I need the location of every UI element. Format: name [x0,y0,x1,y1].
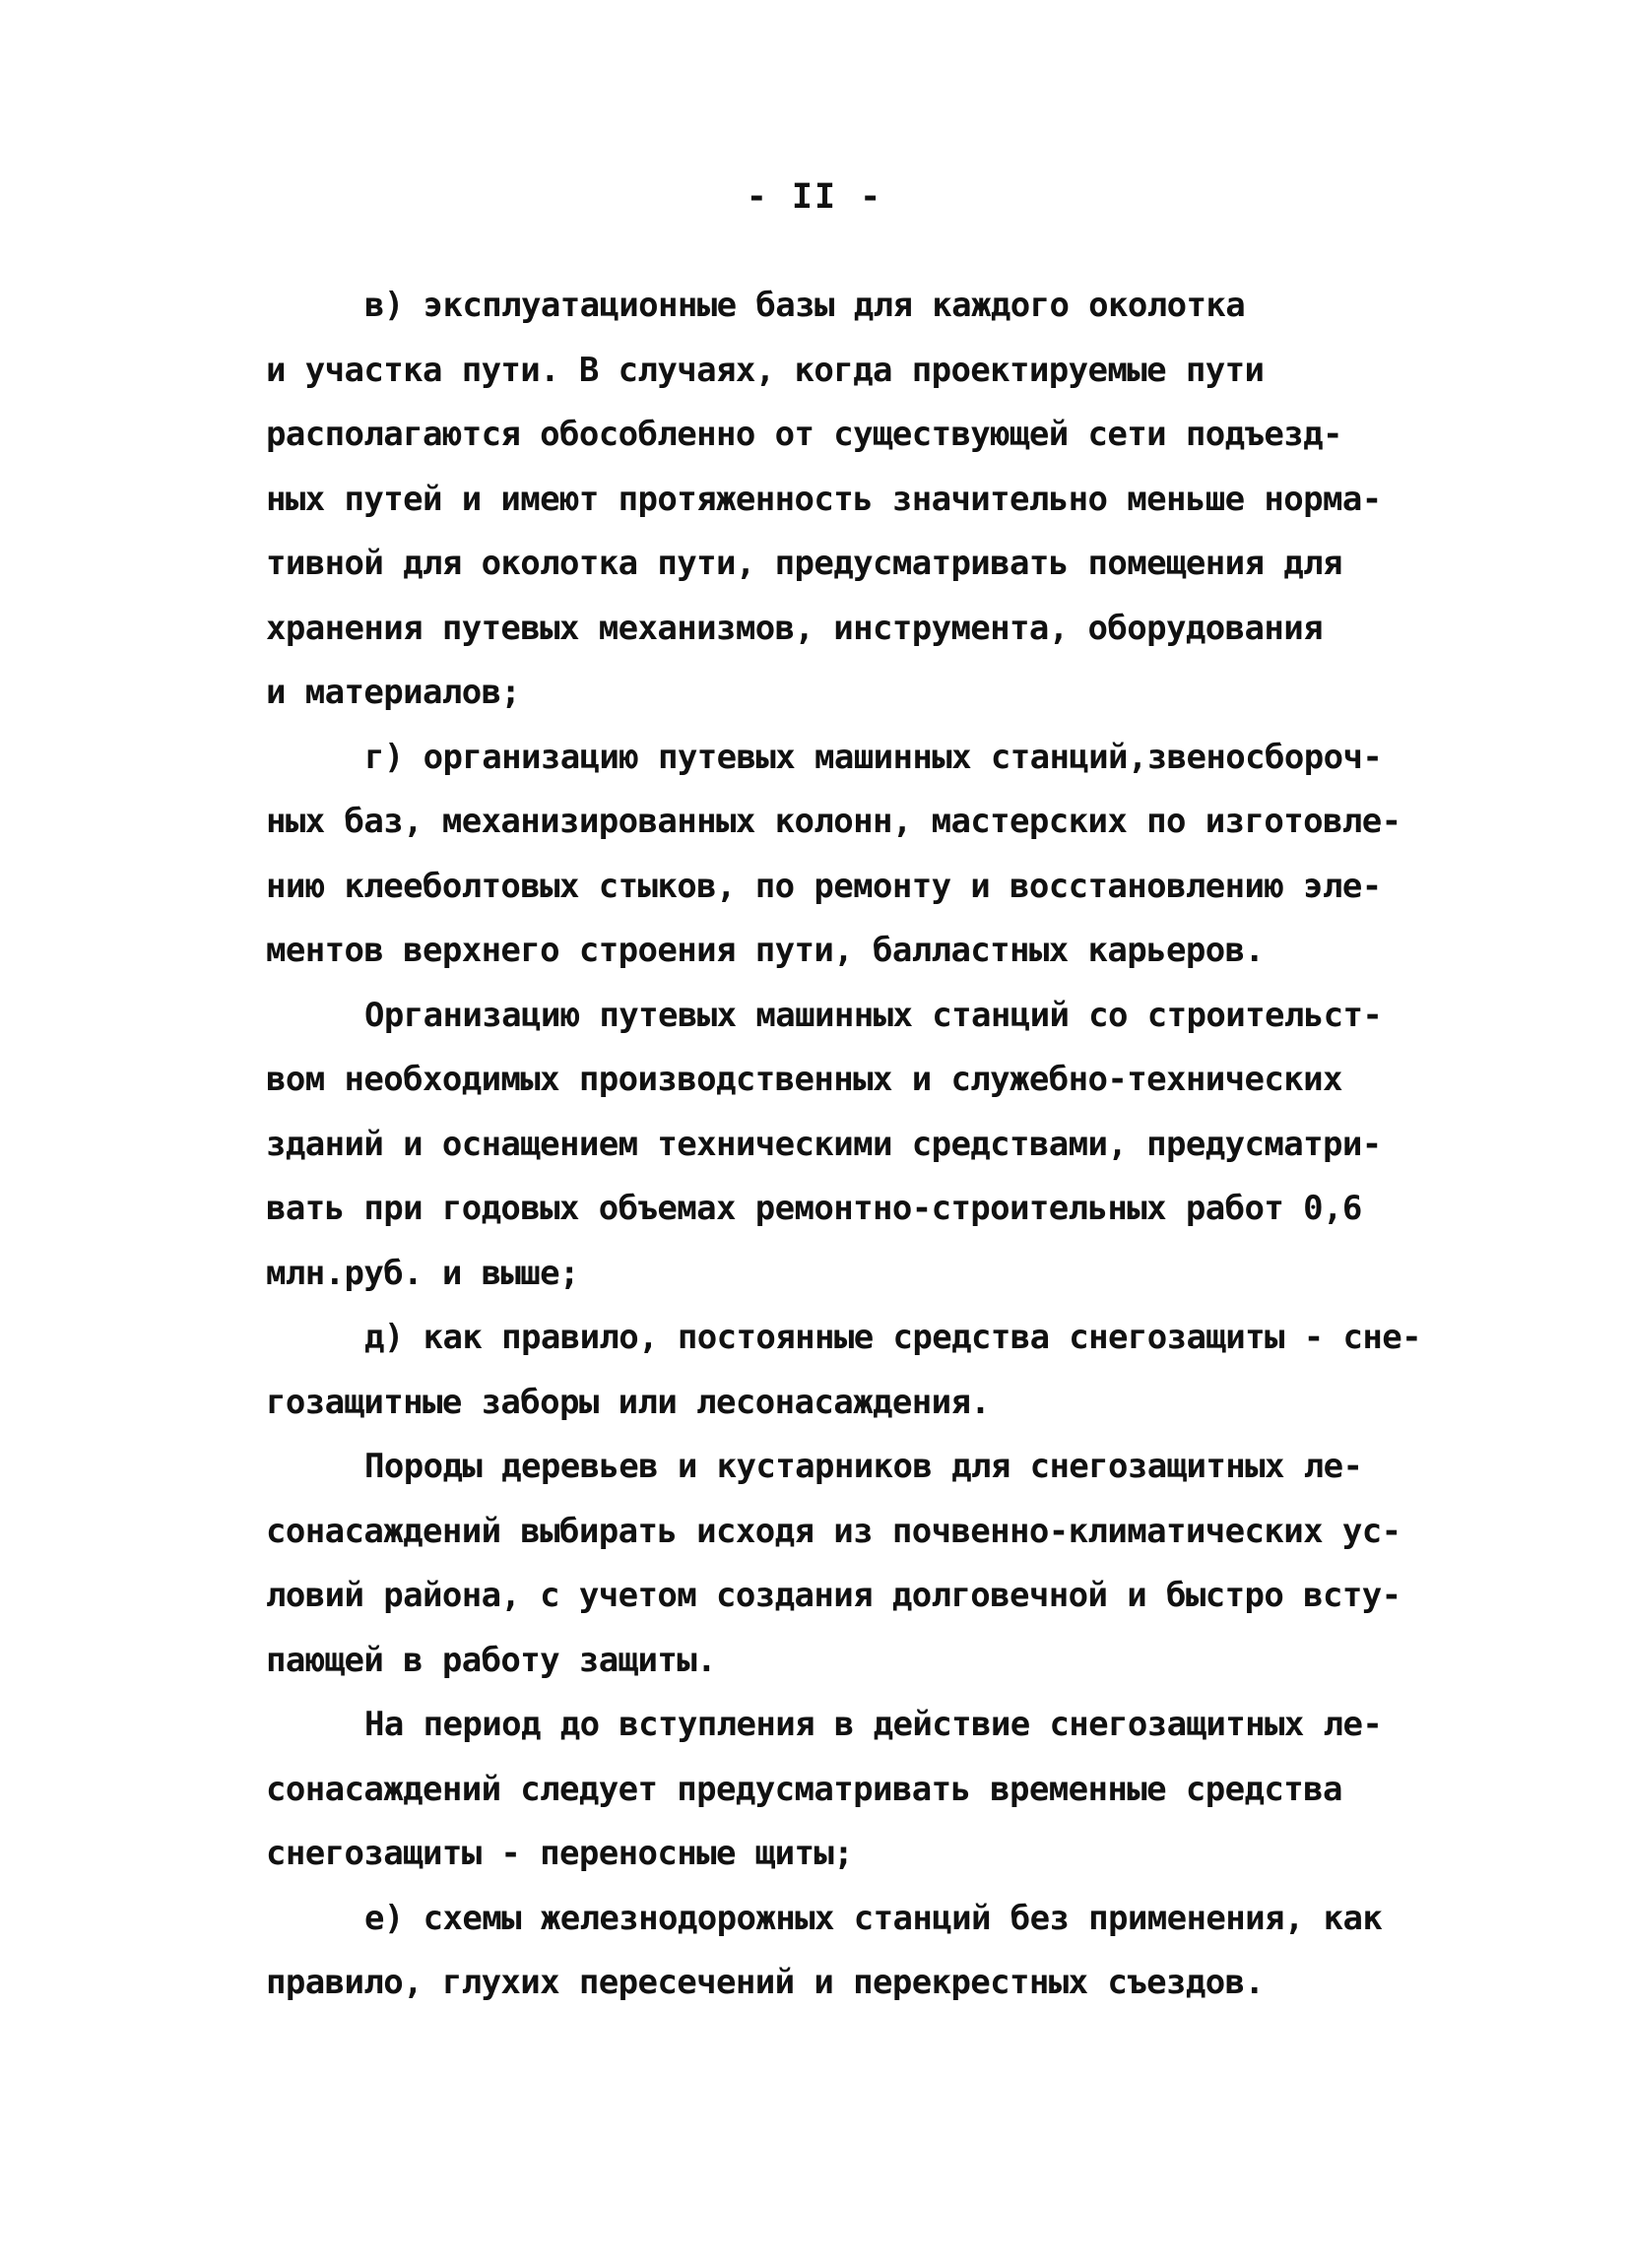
text-line: гозащитные заборы или лесонасаждения. [266,1382,991,1422]
text-line: Организацию путевых машинных станций со строительст- [364,995,1383,1035]
text-line: снегозащиты - переносные щиты; [266,1834,854,1873]
text-line: сонасаждений следует предусматривать временные средства [266,1769,1342,1809]
page-number: - II - [746,177,883,217]
text-line: нию клееболтовых стыков, по ремонту и восстановлению эле- [266,866,1382,906]
text-line: ловий района, с учетом создания долговечной и быстро всту- [266,1576,1401,1615]
text-line: д) как правило, постоянные средства снегозащиты - сне- [364,1318,1421,1357]
text-line: сонасаждений выбирать исходя из почвенно-климатических ус- [266,1511,1401,1551]
text-line: зданий и оснащением техническими средствами, предусматри- [266,1124,1382,1164]
text-line: ных путей и имеют протяженность значительно меньше норма- [266,479,1382,519]
text-line: г) организацию путевых машинных станций,звеносбороч- [364,737,1383,777]
text-line: е) схемы железнодорожных станций без применения, как [364,1898,1383,1938]
document-body [266,274,1421,2016]
text-line: На период до вступления в действие снегозащитных ле- [364,1705,1383,1744]
text-line: и участка пути. В случаях, когда проектируемые пути [266,350,1265,390]
text-line: хранения путевых механизмов, инструмента, оборудования [266,608,1323,648]
text-line: тивной для околотка пути, предусматривать помещения для [266,544,1342,583]
text-line: в) эксплуатационные базы для каждого околотка [364,286,1246,325]
text-line: и материалов; [266,673,521,712]
text-line: млн.руб. и выше; [266,1253,579,1293]
text-line: пающей в работу защиты. [266,1640,717,1680]
text-line: вом необходимых производственных и служебно-технических [266,1060,1342,1099]
text-line: ных баз, механизированных колонн, мастерских по изготовле- [266,802,1401,841]
text-line: вать при годовых объемах ремонтно-строительных работ 0,6 [266,1189,1362,1228]
text-line: правило, глухих пересечений и перекрестных съездов. [266,1963,1265,2002]
text-line: Породы деревьев и кустарников для снегозащитных ле- [364,1447,1363,1486]
text-line: располагаются обособленно от существующей сети подъезд- [266,415,1342,454]
text-line: ментов верхнего строения пути, балластных карьеров. [266,931,1265,970]
